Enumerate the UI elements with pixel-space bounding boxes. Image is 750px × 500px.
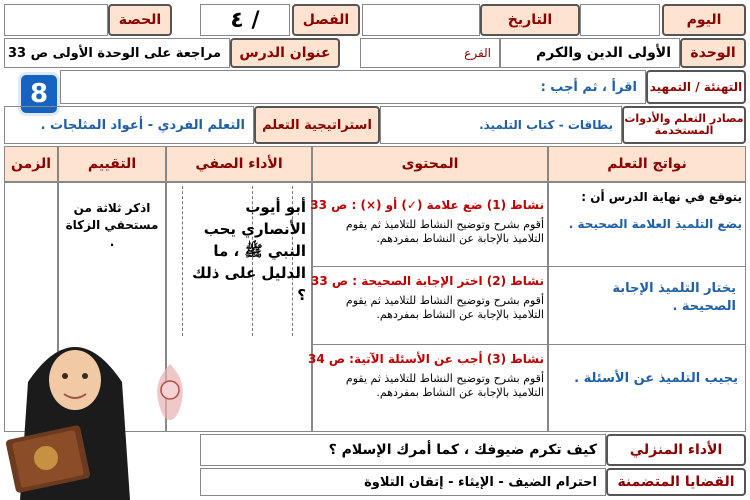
strategy-label: استراتيجية التعلم [254, 106, 380, 144]
homework-label: الأداء المنزلي [606, 434, 746, 466]
activity-2-body: أقوم بشرح وتوضيح النشاط للتلاميذ ثم يقوم التلاميذ بالإجابة عن النشاط بمفردهم. [345, 294, 544, 321]
unit-label: الوحدة [680, 38, 746, 68]
activity-1-title: نشاط (1) ضع علامة (✓) أو (×) : ص 33 [310, 198, 544, 212]
class-performance-question: أبو أيوب الأنصاري يحب النبي ﷺ ، ما الدليل على ذلك ؟ [192, 198, 306, 304]
header-evaluation: التقييم [58, 146, 166, 182]
dashed-guide [182, 186, 183, 336]
date-label: التاريخ [480, 4, 580, 36]
lesson-title-label: عنوان الدرس [230, 38, 340, 68]
strategy-value: التعلم الفردي - أعواد المثلجات . [4, 106, 254, 144]
warmup-label: التهنئة / التمهيد [646, 70, 746, 104]
header-class-performance: الأداء الصفي [166, 146, 312, 182]
unit-value: الأولى الدين والكرم [500, 38, 680, 68]
outcome-1: يضع التلميذ العلامة الصحيحة . [568, 217, 742, 231]
day-value[interactable] [580, 4, 660, 36]
period-value[interactable] [4, 4, 108, 36]
outcome-3: يجيب التلميذ عن الأسئلة . [574, 370, 738, 386]
issues-label: القضايا المتضمنة [606, 468, 746, 496]
class-value[interactable]: ٤ / [200, 4, 290, 36]
activity-3-title: نشاط (3) أجب عن الأسئلة الآتية: ص 34 [307, 352, 544, 366]
girl-reading-icon [0, 312, 150, 500]
row-divider [312, 344, 746, 345]
resources-value: بطاقات - كتاب التلميذ. [380, 106, 622, 144]
header-outcomes: نواتج التعلم [548, 146, 746, 182]
row-divider [312, 266, 746, 267]
outcome-2: يختار التلميذ الإجابة الصحيحة . [612, 281, 736, 314]
warmup-value: اقرأ ، ثم أجب : [60, 70, 646, 104]
resources-label: مصادر التعلم والأدوات المستخدمة [622, 106, 746, 144]
date-value[interactable] [362, 4, 480, 36]
day-label: اليوم [662, 4, 746, 36]
activity-1-body: أقوم بشرح وتوضيح النشاط للتلاميذ ثم يقوم التلاميذ بالإجابة عن النشاط بمفردهم. [345, 218, 544, 245]
period-label: الحصة [108, 4, 172, 36]
outcomes-intro: يتوقع في نهاية الدرس أن : [581, 190, 742, 204]
branch-label: الفرع [360, 38, 500, 68]
activity-2-title: نشاط (2) اختر الإجابة الصحيحة : ص 33 [311, 274, 544, 288]
issues-value: احترام الضيف - الإيثاء - إتقان التلاوة [200, 468, 606, 496]
lesson-title-value: مراجعة على الوحدة الأولى ص 33 [4, 38, 230, 68]
header-time: الزمن [4, 146, 58, 182]
logo-icon [146, 360, 194, 424]
activity-3-body: أقوم بشرح وتوضيح النشاط للتلاميذ ثم يقوم التلاميذ بالإجابة عن النشاط بمفردهم. [345, 372, 544, 399]
grade-badge: 8 [18, 72, 60, 116]
class-label: الفصل [292, 4, 360, 36]
decorative-logo [146, 360, 194, 424]
homework-value: كيف تكرم ضيوفك ، كما أمرك الإسلام ؟ [200, 434, 606, 466]
girl-reading-illustration [0, 312, 150, 500]
header-content: المحتوى [312, 146, 548, 182]
evaluation-question: اذكر ثلاثة من مستحقي الزكاة . [65, 201, 159, 249]
